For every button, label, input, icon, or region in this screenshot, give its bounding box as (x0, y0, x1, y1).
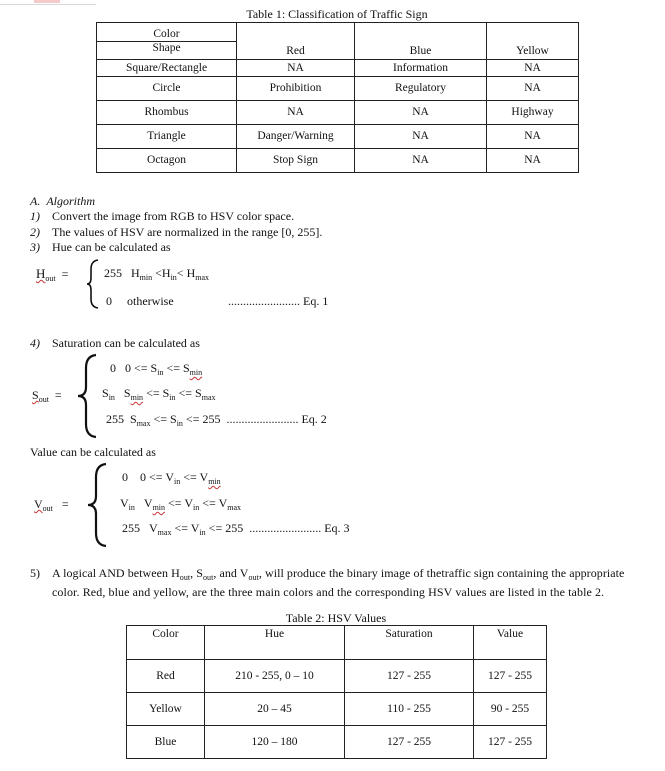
eq3-brace (86, 463, 108, 547)
hsv-table (126, 625, 547, 759)
eq2-lhs (32, 388, 62, 404)
eq2-r3-value: 255 (106, 412, 124, 426)
eq2-r2-value: S (102, 386, 109, 400)
eq2-sub: in (176, 419, 183, 428)
step-4 (30, 336, 200, 351)
eq3-sub: in (128, 503, 135, 512)
table1-caption: Table 1: Classification of Traffic Sign (246, 7, 428, 21)
eq3-sub: in (193, 503, 200, 512)
eq1-number (228, 294, 328, 309)
eq3-dots: ........................ (249, 521, 322, 535)
step5-sub: out (248, 573, 259, 582)
cell-blue: Regulatory (355, 77, 487, 101)
header-color: Color (127, 626, 205, 660)
header-blue: Blue (355, 23, 487, 60)
cell-value: 127 - 255 (474, 660, 547, 693)
eq3-text: 0 <= V (140, 470, 174, 484)
step-number: 2) (30, 225, 40, 239)
table-row (127, 726, 547, 759)
table-header-row (127, 626, 547, 660)
eq3-sub: in (199, 528, 206, 537)
eq1-lt: <H (152, 266, 171, 280)
step-number: 4) (30, 336, 40, 350)
step5-text: , will produce the binary image of thetraffic sign containing the appropriate (258, 566, 625, 580)
eq3-text: <= V (199, 496, 228, 510)
eq2-sub: in (157, 368, 164, 377)
eq2-label: Eq. 2 (301, 412, 327, 426)
table-header-row (97, 23, 579, 60)
eq1-lhs (36, 266, 68, 283)
step-2 (30, 225, 322, 240)
cell-blue: NA (355, 149, 487, 173)
eq3-sub: max (157, 528, 172, 537)
eq1-sub: max (195, 273, 210, 282)
eq3-text: <= V (171, 521, 200, 535)
eq2-sub: min (189, 368, 203, 377)
cell-hue: 120 – 180 (205, 726, 345, 759)
eq3-sub: min (152, 503, 166, 512)
table-row (97, 149, 579, 173)
eq3-lhs-symbol (34, 497, 53, 511)
classification-table (96, 22, 579, 173)
header-color: Color (153, 27, 180, 40)
step5-sub: out (179, 573, 191, 582)
eq3-r3-value: 255 (122, 521, 140, 535)
eq3-row-1 (122, 470, 221, 486)
eq3-row-2 (120, 496, 241, 512)
eq3-sub: min (208, 477, 221, 486)
eq1-case1-value: 255 (104, 266, 122, 280)
eq2-sub: in (108, 393, 115, 402)
cell-saturation: 127 - 255 (345, 726, 474, 759)
cell-yellow: NA (487, 149, 579, 173)
header-hue: Hue (205, 626, 345, 660)
table-row (97, 125, 579, 149)
cell-saturation: 110 - 255 (345, 693, 474, 726)
eq3-text: <= V (165, 496, 194, 510)
header-saturation: Saturation (345, 626, 474, 660)
value-intro: Value can be calculated as (30, 445, 156, 459)
eq2-sub: min (130, 393, 144, 402)
eq2-text: <= 255 (182, 412, 221, 426)
step-text: Convert the image from RGB to HSV color space. (52, 209, 295, 223)
eq2-dots: ........................ (226, 412, 299, 426)
eq1-lt: < H (176, 266, 196, 280)
step-text: The values of HSV are normalized in the range [0, 255]. (52, 225, 323, 239)
eq3-row-3 (122, 521, 350, 537)
cell-blue: NA (355, 125, 487, 149)
eq1-sub: min (139, 273, 153, 282)
eq3-equals: = (61, 497, 69, 511)
cell-color: Red (127, 660, 205, 693)
header-yellow: Yellow (487, 23, 579, 60)
eq1-sub: in (170, 273, 177, 282)
eq2-text: <= S (163, 361, 190, 375)
step-number: 3) (30, 240, 40, 254)
cell-shape: Circle (97, 77, 237, 101)
cell-red: Stop Sign (237, 149, 355, 173)
eq3-lhs (34, 497, 69, 513)
eq2-lhs-sub: out (38, 395, 49, 404)
step5-text: A logical AND between H (52, 566, 180, 580)
eq2-equals: = (54, 388, 62, 402)
cell-red: NA (237, 101, 355, 125)
header-mark (34, 0, 60, 3)
step5-text: , and V (213, 566, 249, 580)
step5-sub: out (203, 573, 214, 582)
cell-red: Danger/Warning (237, 125, 355, 149)
eq2-sub: max (201, 393, 216, 402)
eq2-sub: in (169, 393, 176, 402)
header-rule (0, 0, 96, 5)
cell-saturation: 127 - 255 (345, 660, 474, 693)
cell-color: Blue (127, 726, 205, 759)
eq2-lhs-letter: S (32, 388, 39, 402)
eq2-text: S (123, 386, 131, 400)
step5-text: , S (190, 566, 203, 580)
eq1-dots: ........................ (228, 294, 300, 308)
eq1-h: H (131, 266, 140, 280)
step-1 (30, 209, 294, 224)
section-label: A. (30, 194, 41, 208)
header-shape: Shape (96, 41, 237, 54)
cell-yellow: NA (487, 125, 579, 149)
eq3-r2-value: V (120, 496, 129, 510)
eq3-r1-value: 0 (122, 470, 128, 484)
eq1-lhs-symbol (36, 266, 56, 281)
eq1-case2-condition: otherwise (127, 294, 174, 308)
cell-hue: 20 – 45 (205, 693, 345, 726)
eq1-lhs-letter: H (36, 266, 46, 281)
eq2-text: <= S (150, 412, 177, 426)
eq3-text: V (149, 521, 158, 535)
cell-value: 90 - 255 (474, 693, 547, 726)
eq2-row-3 (106, 412, 327, 428)
step-5-line-2: color. Red, blue and yellow, are the three main colors and the corresponding HSV values are listed in the table 2. (52, 585, 605, 599)
eq1-label: Eq. 1 (303, 294, 329, 308)
eq3-sub: in (173, 477, 181, 486)
eq3-text: <= 255 (205, 521, 244, 535)
eq3-lhs-letter: V (34, 497, 43, 511)
eq2-brace (76, 354, 98, 438)
eq2-lhs-symbol (32, 388, 49, 402)
cell-red: Prohibition (237, 77, 355, 101)
eq2-row-1 (110, 361, 202, 377)
eq1-equals: = (61, 267, 69, 281)
table-row (127, 693, 547, 726)
table-row (127, 660, 547, 693)
header-value: Value (474, 626, 547, 660)
table2-caption: Table 2: HSV Values (285, 611, 387, 625)
header-red: Red (237, 23, 355, 60)
cell-shape: Square/Rectangle (97, 60, 237, 77)
eq1-brace (86, 259, 100, 309)
eq3-text: <= V (180, 470, 209, 484)
eq2-text: S (130, 412, 137, 426)
eq3-lhs-sub: out (42, 504, 53, 513)
step-number: 1) (30, 209, 40, 223)
cell-shape: Rhombus (97, 101, 237, 125)
cell-blue: NA (355, 101, 487, 125)
table-row (97, 60, 579, 77)
cell-yellow: Highway (487, 101, 579, 125)
cell-shape: Octagon (97, 149, 237, 173)
step-text: Saturation can be calculated as (52, 336, 200, 350)
step-5-line-1 (52, 566, 636, 585)
cell-value: 127 - 255 (474, 726, 547, 759)
step-5-number: 5) (30, 566, 40, 580)
table-row (97, 77, 579, 101)
eq1-case-2 (106, 294, 174, 309)
section-heading (30, 194, 95, 209)
header-color-shape (97, 23, 237, 60)
cell-shape: Triangle (97, 125, 237, 149)
eq1-case-1 (104, 266, 209, 282)
cell-yellow: NA (487, 60, 579, 77)
eq2-r1-value: 0 (110, 361, 116, 375)
eq2-row-2 (102, 386, 216, 402)
eq1-lhs-sub: out (45, 274, 56, 283)
section-title: Algorithm (46, 194, 96, 208)
table-row (97, 101, 579, 125)
eq3-text: V (143, 496, 153, 510)
eq3-sub: max (227, 503, 242, 512)
cell-yellow: NA (487, 77, 579, 101)
eq3-label: Eq. 3 (324, 521, 350, 535)
step-5-paragraph (52, 566, 636, 600)
cell-blue: Information (355, 60, 487, 77)
cell-red: NA (237, 60, 355, 77)
eq1-case2-value: 0 (106, 294, 112, 308)
step-text: Hue can be calculated as (52, 240, 171, 254)
eq2-text: <= S (175, 386, 202, 400)
step-3 (30, 240, 171, 255)
eq2-sub: max (136, 419, 151, 428)
cell-color: Yellow (127, 693, 205, 726)
cell-hue: 210 - 255, 0 – 10 (205, 660, 345, 693)
eq2-text: 0 <= S (125, 361, 158, 375)
eq2-text: <= S (143, 386, 170, 400)
